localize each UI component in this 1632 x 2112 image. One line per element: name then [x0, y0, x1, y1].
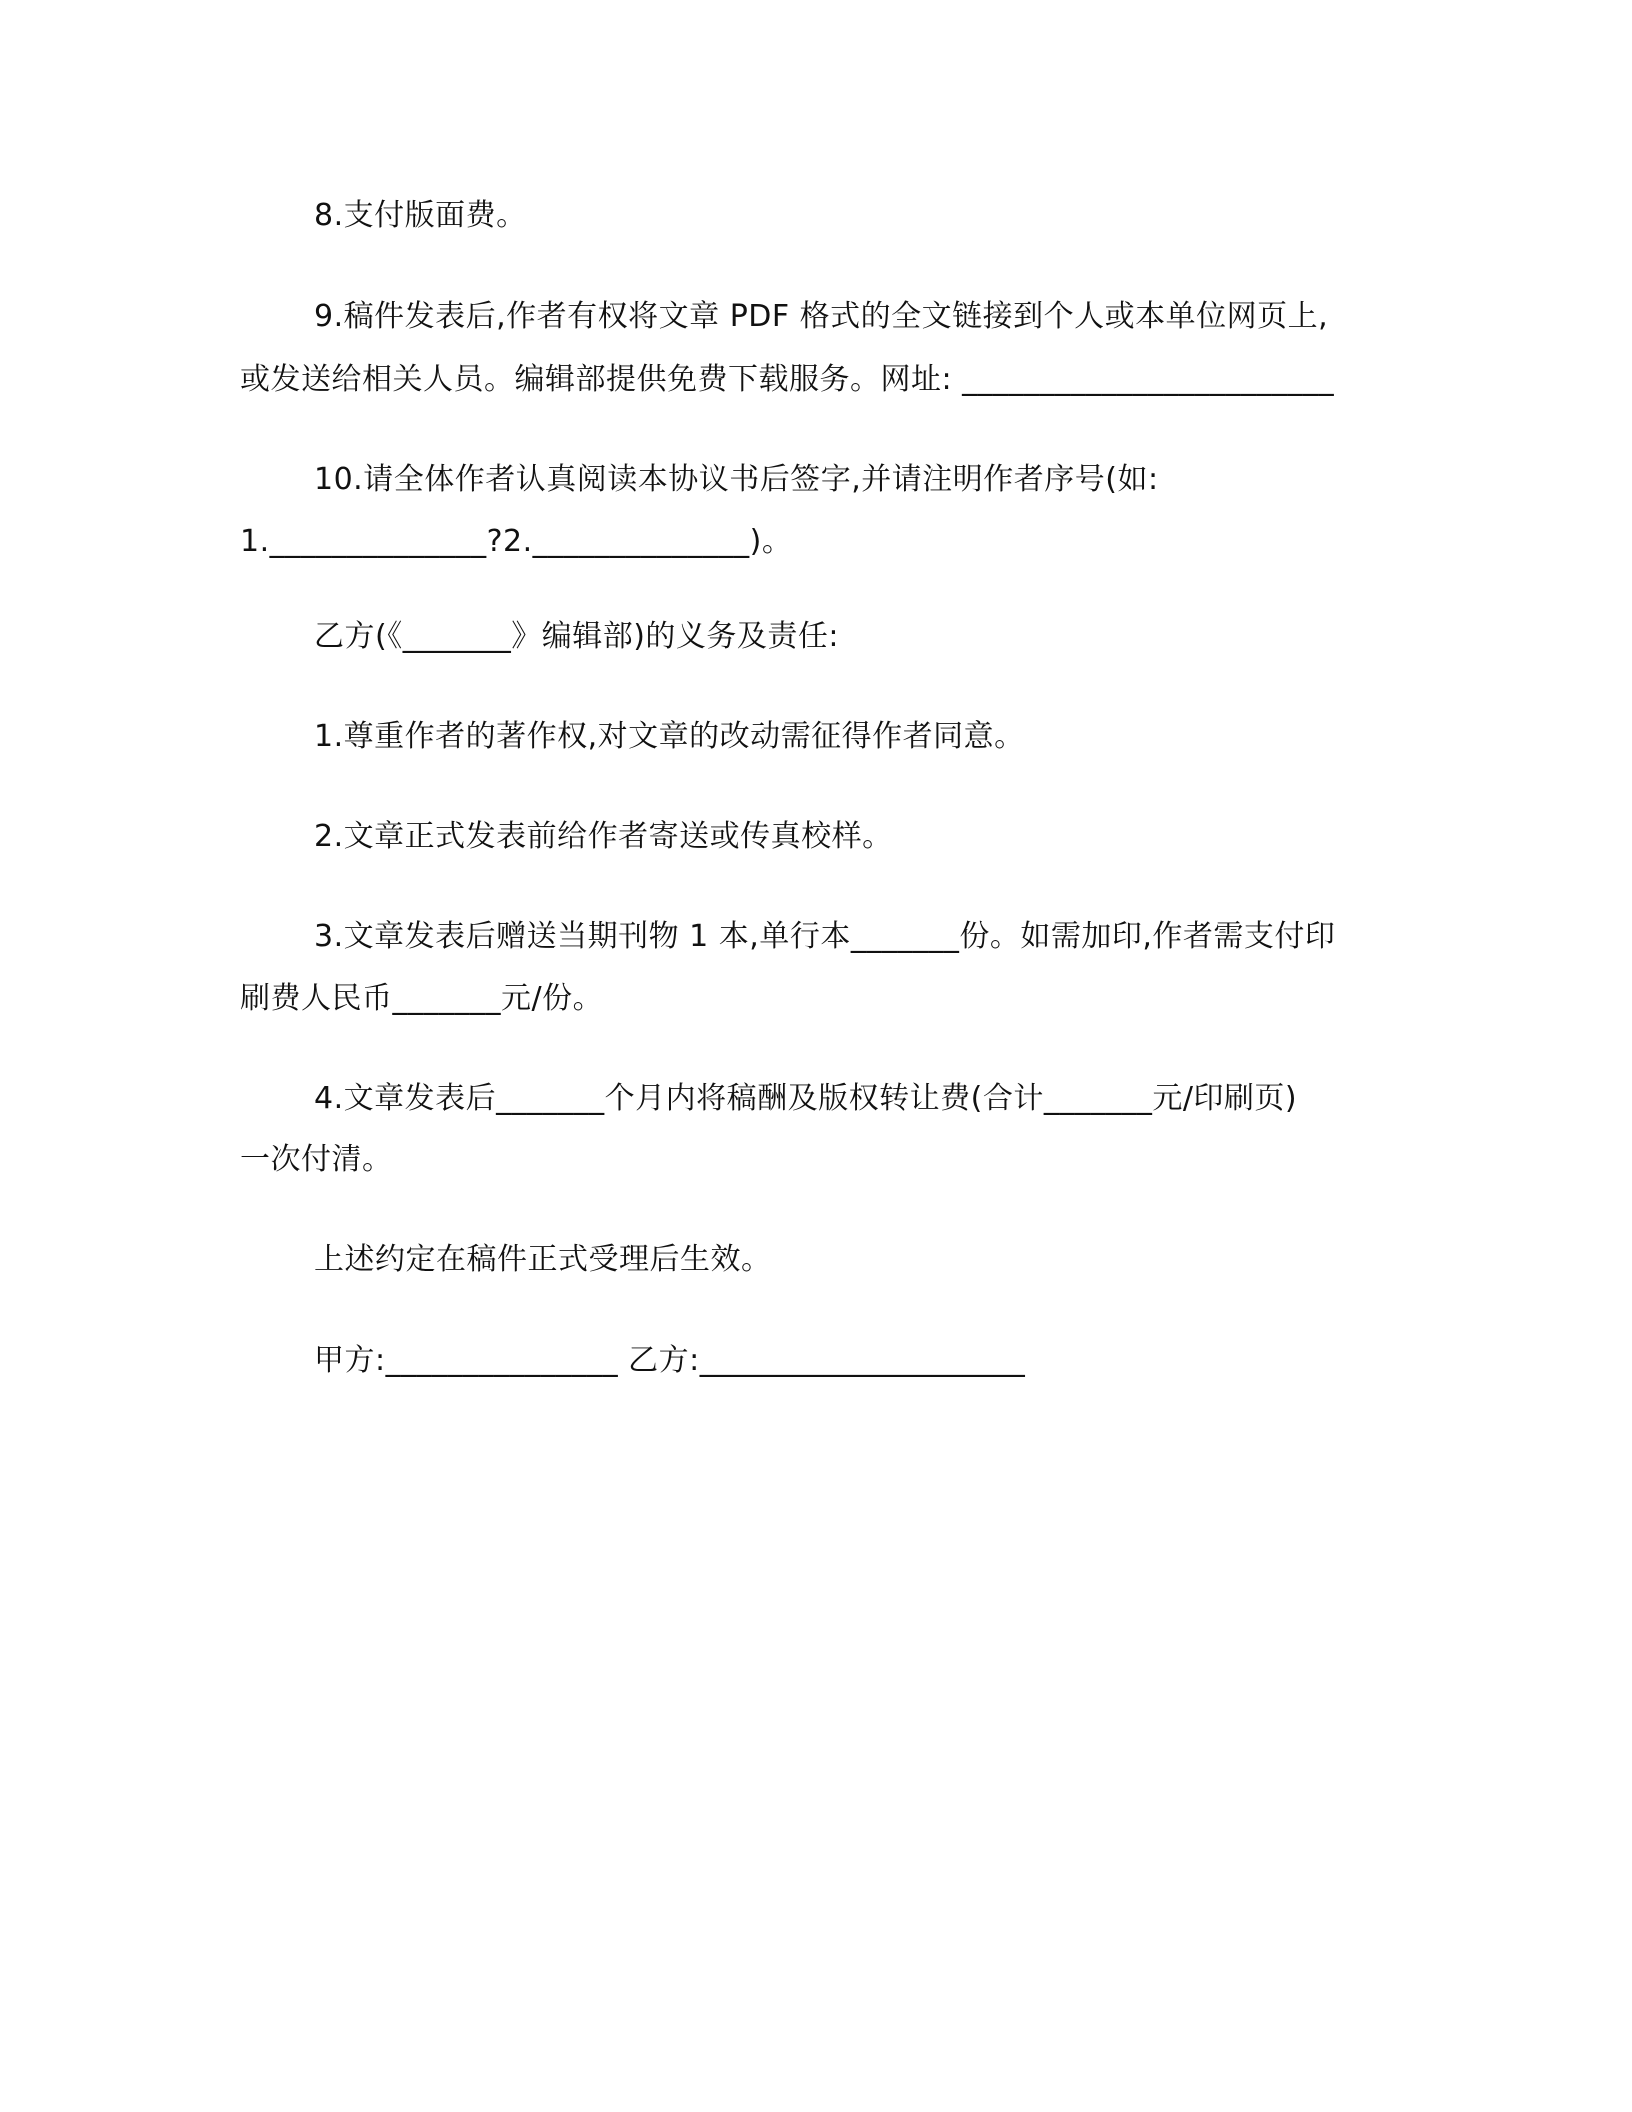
item-9-line-1: 9.稿件发表后,作者有权将文章 PDF 格式的全文链接到个人或本单位网页上,: [314, 299, 1329, 334]
party-b-item-2: 2.文章正式发表前给作者寄送或传真校样。: [314, 819, 893, 854]
item-10-line-1: 10.请全体作者认真阅读本协议书后签字,并请注明作者序号(如:: [314, 462, 1159, 497]
party-b-item-1: 1.尊重作者的著作权,对文章的改动需征得作者同意。: [314, 719, 1025, 754]
party-b-item-3-line-1: 3.文章发表后赠送当期刊物 1 本,单行本_______份。如需加印,作者需支付印: [314, 919, 1336, 954]
party-b-item-3-line-2: 刷费人民币_______元/份。: [240, 981, 604, 1016]
item-10-line-2: 1.______________?2.______________)。: [240, 524, 793, 559]
effective-clause: 上述约定在稿件正式受理后生效。: [314, 1242, 772, 1277]
item-8: 8.支付版面费。: [314, 198, 527, 233]
signature-line: 甲方:_______________ 乙方:_____________________: [314, 1343, 1026, 1378]
party-b-item-4-line-2: 一次付清。: [240, 1142, 393, 1177]
item-9-line-2: 或发送给相关人员。编辑部提供免费下载服务。网址: ________________________: [240, 362, 1335, 397]
party-b-item-4-line-1: 4.文章发表后_______个月内将稿酬及版权转让费(合计_______元/印刷页): [314, 1081, 1298, 1116]
party-b-heading: 乙方(《_______》编辑部)的义务及责任:: [314, 619, 840, 654]
